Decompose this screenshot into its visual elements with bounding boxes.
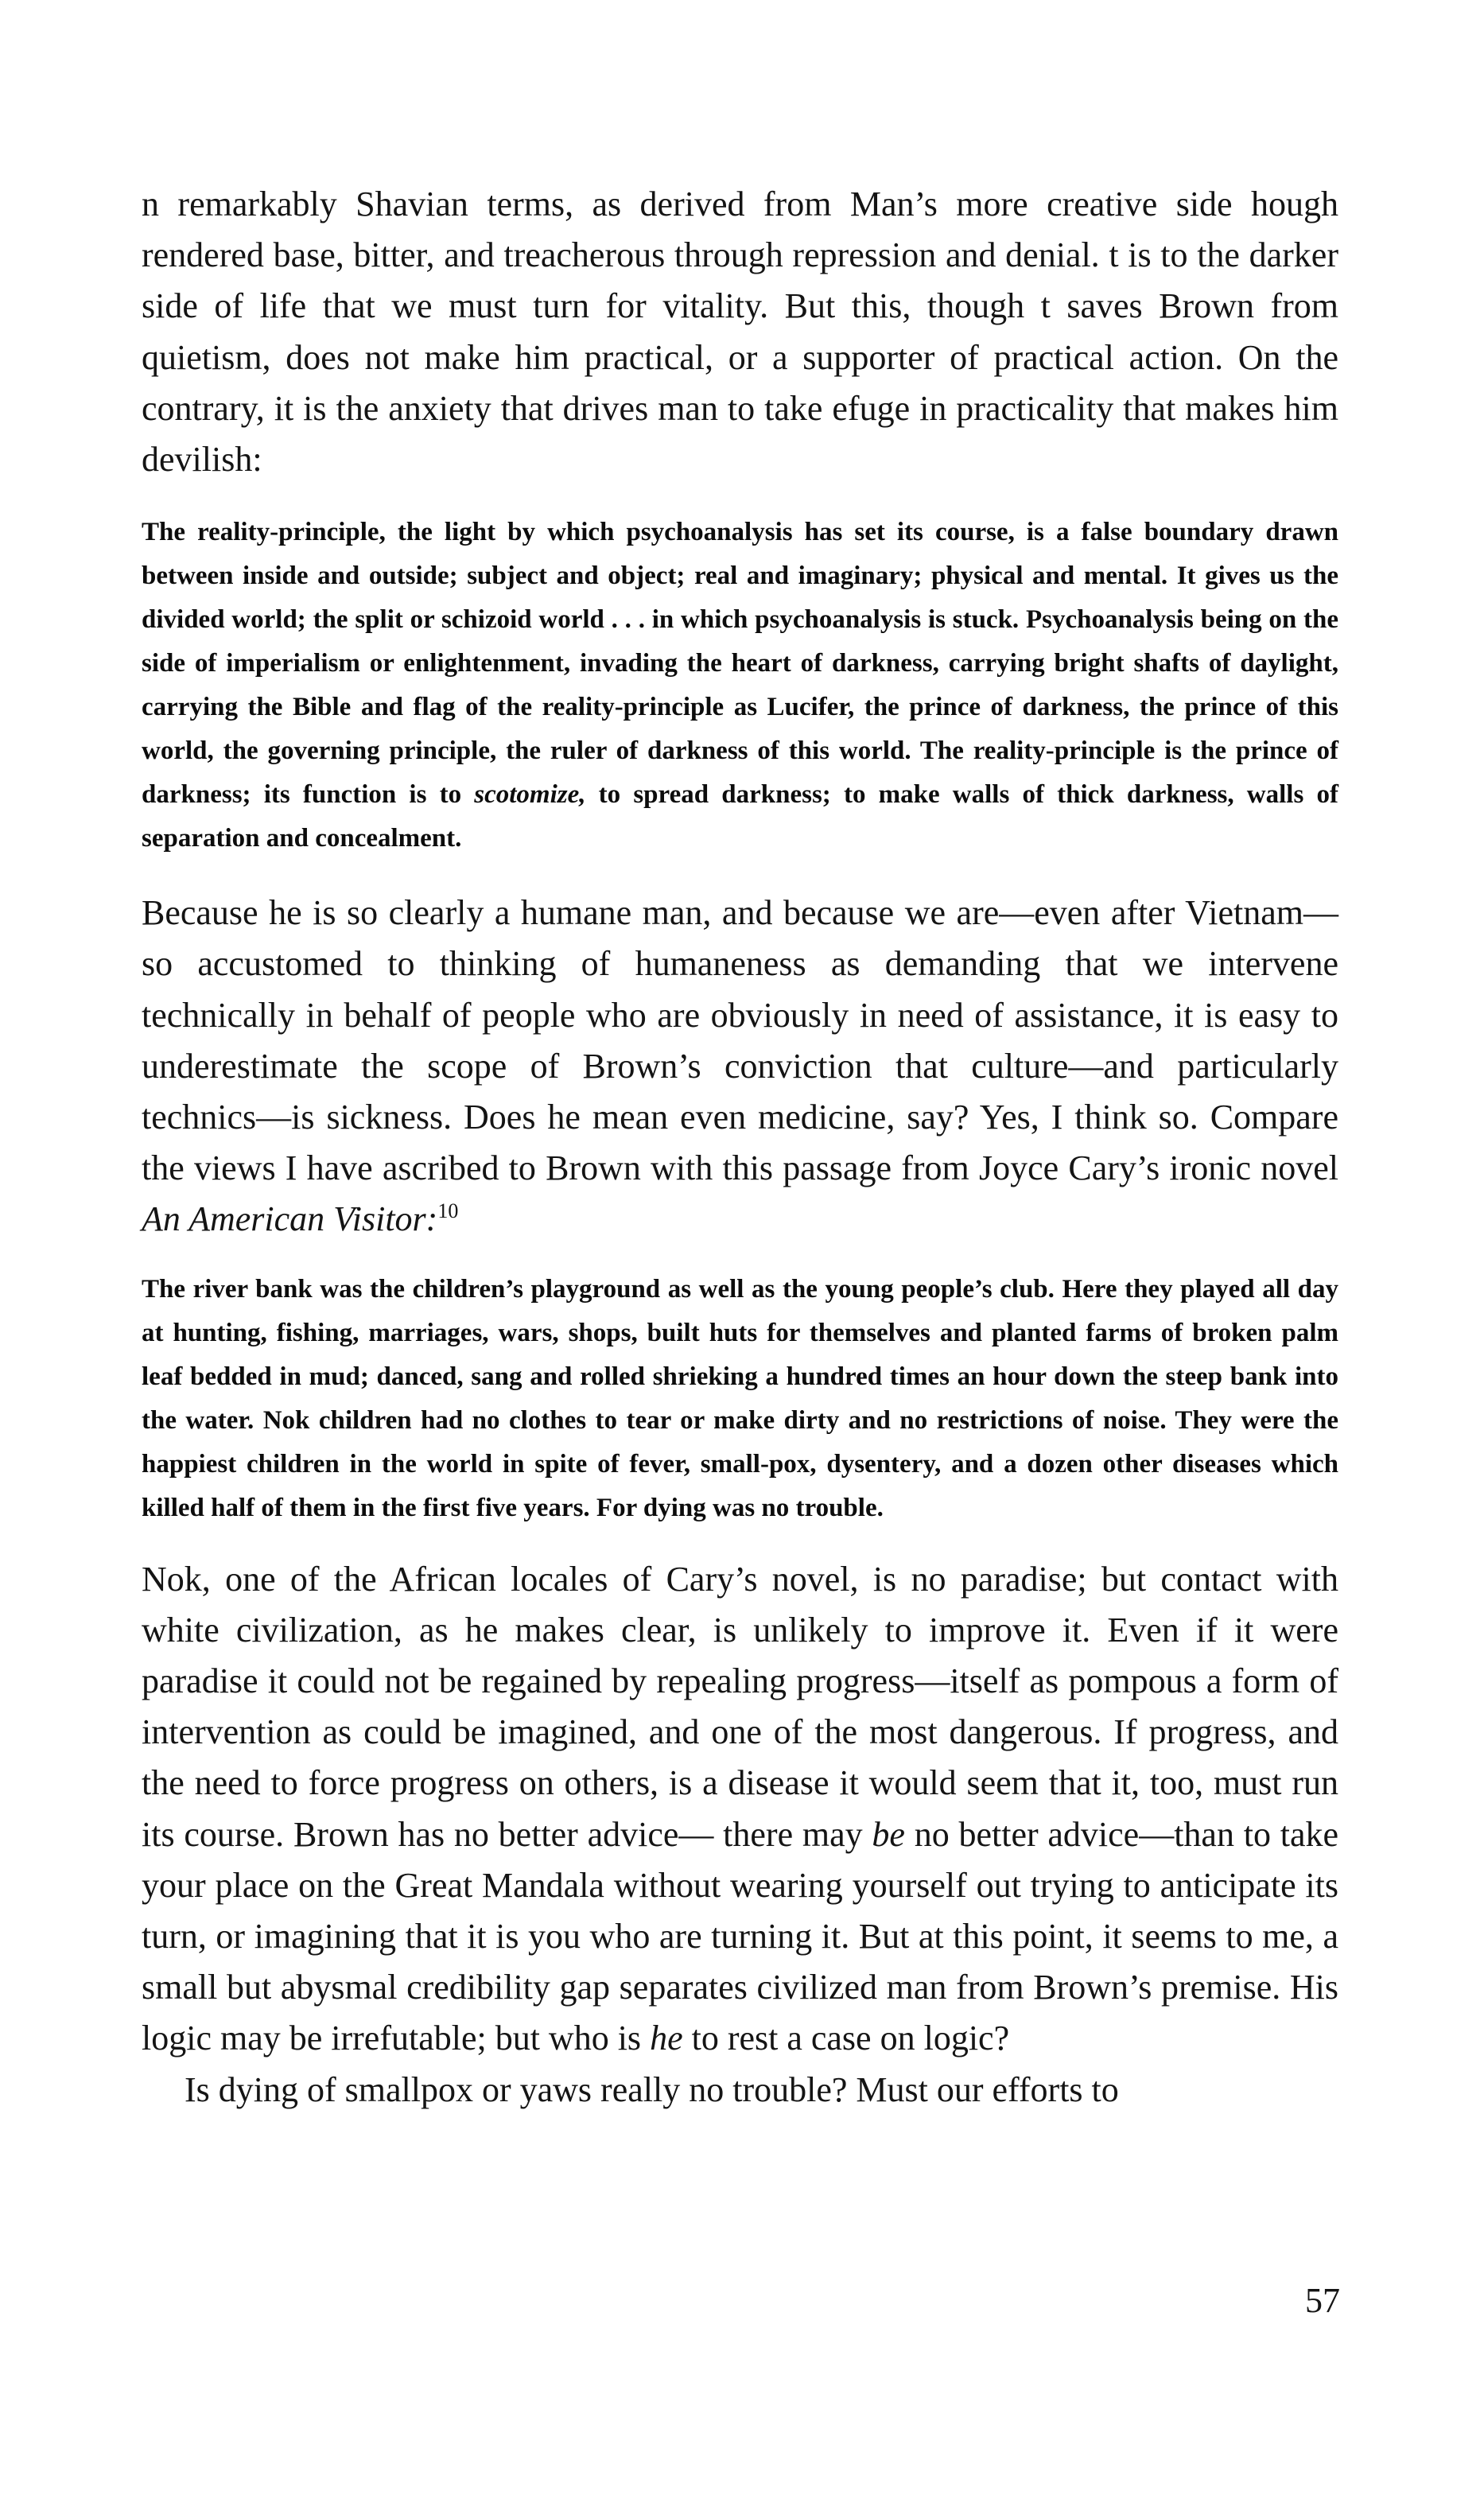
block-quote-brown (142, 511, 1338, 861)
text-column (142, 179, 1338, 2116)
paragraph-text: Because he is so clearly a humane man, and because we are—even after Vietnam—so accustomed to thinking of humaneness as demanding that we intervene technically in behalf of people who are obviously in need of assistance, it is easy to underestimate the scope of Brown’s conviction that culture—and particularly technics—is sickness. Does he mean even medicine, say? Yes, I think so. Compare the views I have ascribed to Brown with this passage from Joyce Cary’s ironic novel (142, 893, 1338, 1188)
paragraph-humane-man (142, 888, 1338, 1245)
paragraph-text: Nok, one of the African locales of Cary’s novel, is no paradise; but contact with white civilization, as he makes clear, is unlikely to improve it. Even if it were paradise it could not be regained by repealing progress—itself as pompous a form of intervention as could be imagined, and one of the most dangerous. If progress, and the need to force progress on others, is a disease it would seem that it, too, must run its course. Brown has no better advice— there may (142, 1559, 1338, 1854)
footnote-marker: 10 (437, 1199, 459, 1223)
quote-text: The reality-principle, the light by which psychoanalysis has set its course, is a false boundary drawn between inside and outside; subject and object; real and imaginary; physical and mental. It gives us the divided world; the split or schizoid world . . . in which psychoanalysis is stuck. Psychoanalysis being on the side of imperialism or enlightenment, invading the heart of darkness, carrying bright shafts of daylight, carrying the Bible and flag of the reality-principle as Lucifer, the prince of darkness, the prince of this world, the governing principle, the ruler of darkness of this world. The reality-principle is the prince of darkness; its function is to (142, 518, 1338, 810)
book-title: An American Visitor: (142, 1199, 438, 1239)
quote-emphasis: scotomize, (474, 780, 586, 810)
paragraph-shavian: n remarkably Shavian terms, as derived from Man’s more creative side hough rendered base, bitter, and treacherous through repression and denial. t is to the darker side of life that we must turn for vitality. But this, though t saves Brown from quietism, does not make him practical, or a supporter of practical action. On the contrary, it is the anxiety that drives man to take efuge in practicality that makes him devilish: (142, 185, 1338, 480)
paragraph-text-mid: no better advice—than to take your place on the Great Mandala without wearing yourself out trying to anticipate its turn, or imagining that it is you who are turning it. But at this point, it seems to me, a small but abysmal credibility gap separates civilized man from Brown’s premise. His logic may be irrefutable; but who is (142, 1814, 1339, 2058)
paragraph-smallpox: Is dying of smallpox or yaws really no trouble? Must our efforts to (185, 2069, 1119, 2109)
quote-text-end: to spread darkness; to make walls of thick darkness, walls of separation and concealment. (142, 780, 1338, 853)
emphasis-be: be (872, 1814, 905, 1854)
emphasis-he: he (650, 2019, 683, 2058)
page-number: 57 (1305, 2281, 1340, 2320)
block-quote-cary: The river bank was the children’s playground as well as the young people’s club. Here they played all day at hunting, fishing, marriages, wars, shops, built huts for themselves and planted farms of broken palm leaf bedded in mud; danced, sang and rolled shrieking a hundred times an hour down the steep bank into the water. Nok children had no clothes to tear or make dirty and no restrictions of noise. They were the happiest children in the world in spite of fever, small-pox, dysentery, and a dozen other diseases which killed half of them in the first five years. For dying was no trouble. (142, 1274, 1338, 1522)
paragraph-text-end: to rest a case on logic? (682, 2019, 1010, 2058)
paragraph-nok (142, 1554, 1338, 2065)
